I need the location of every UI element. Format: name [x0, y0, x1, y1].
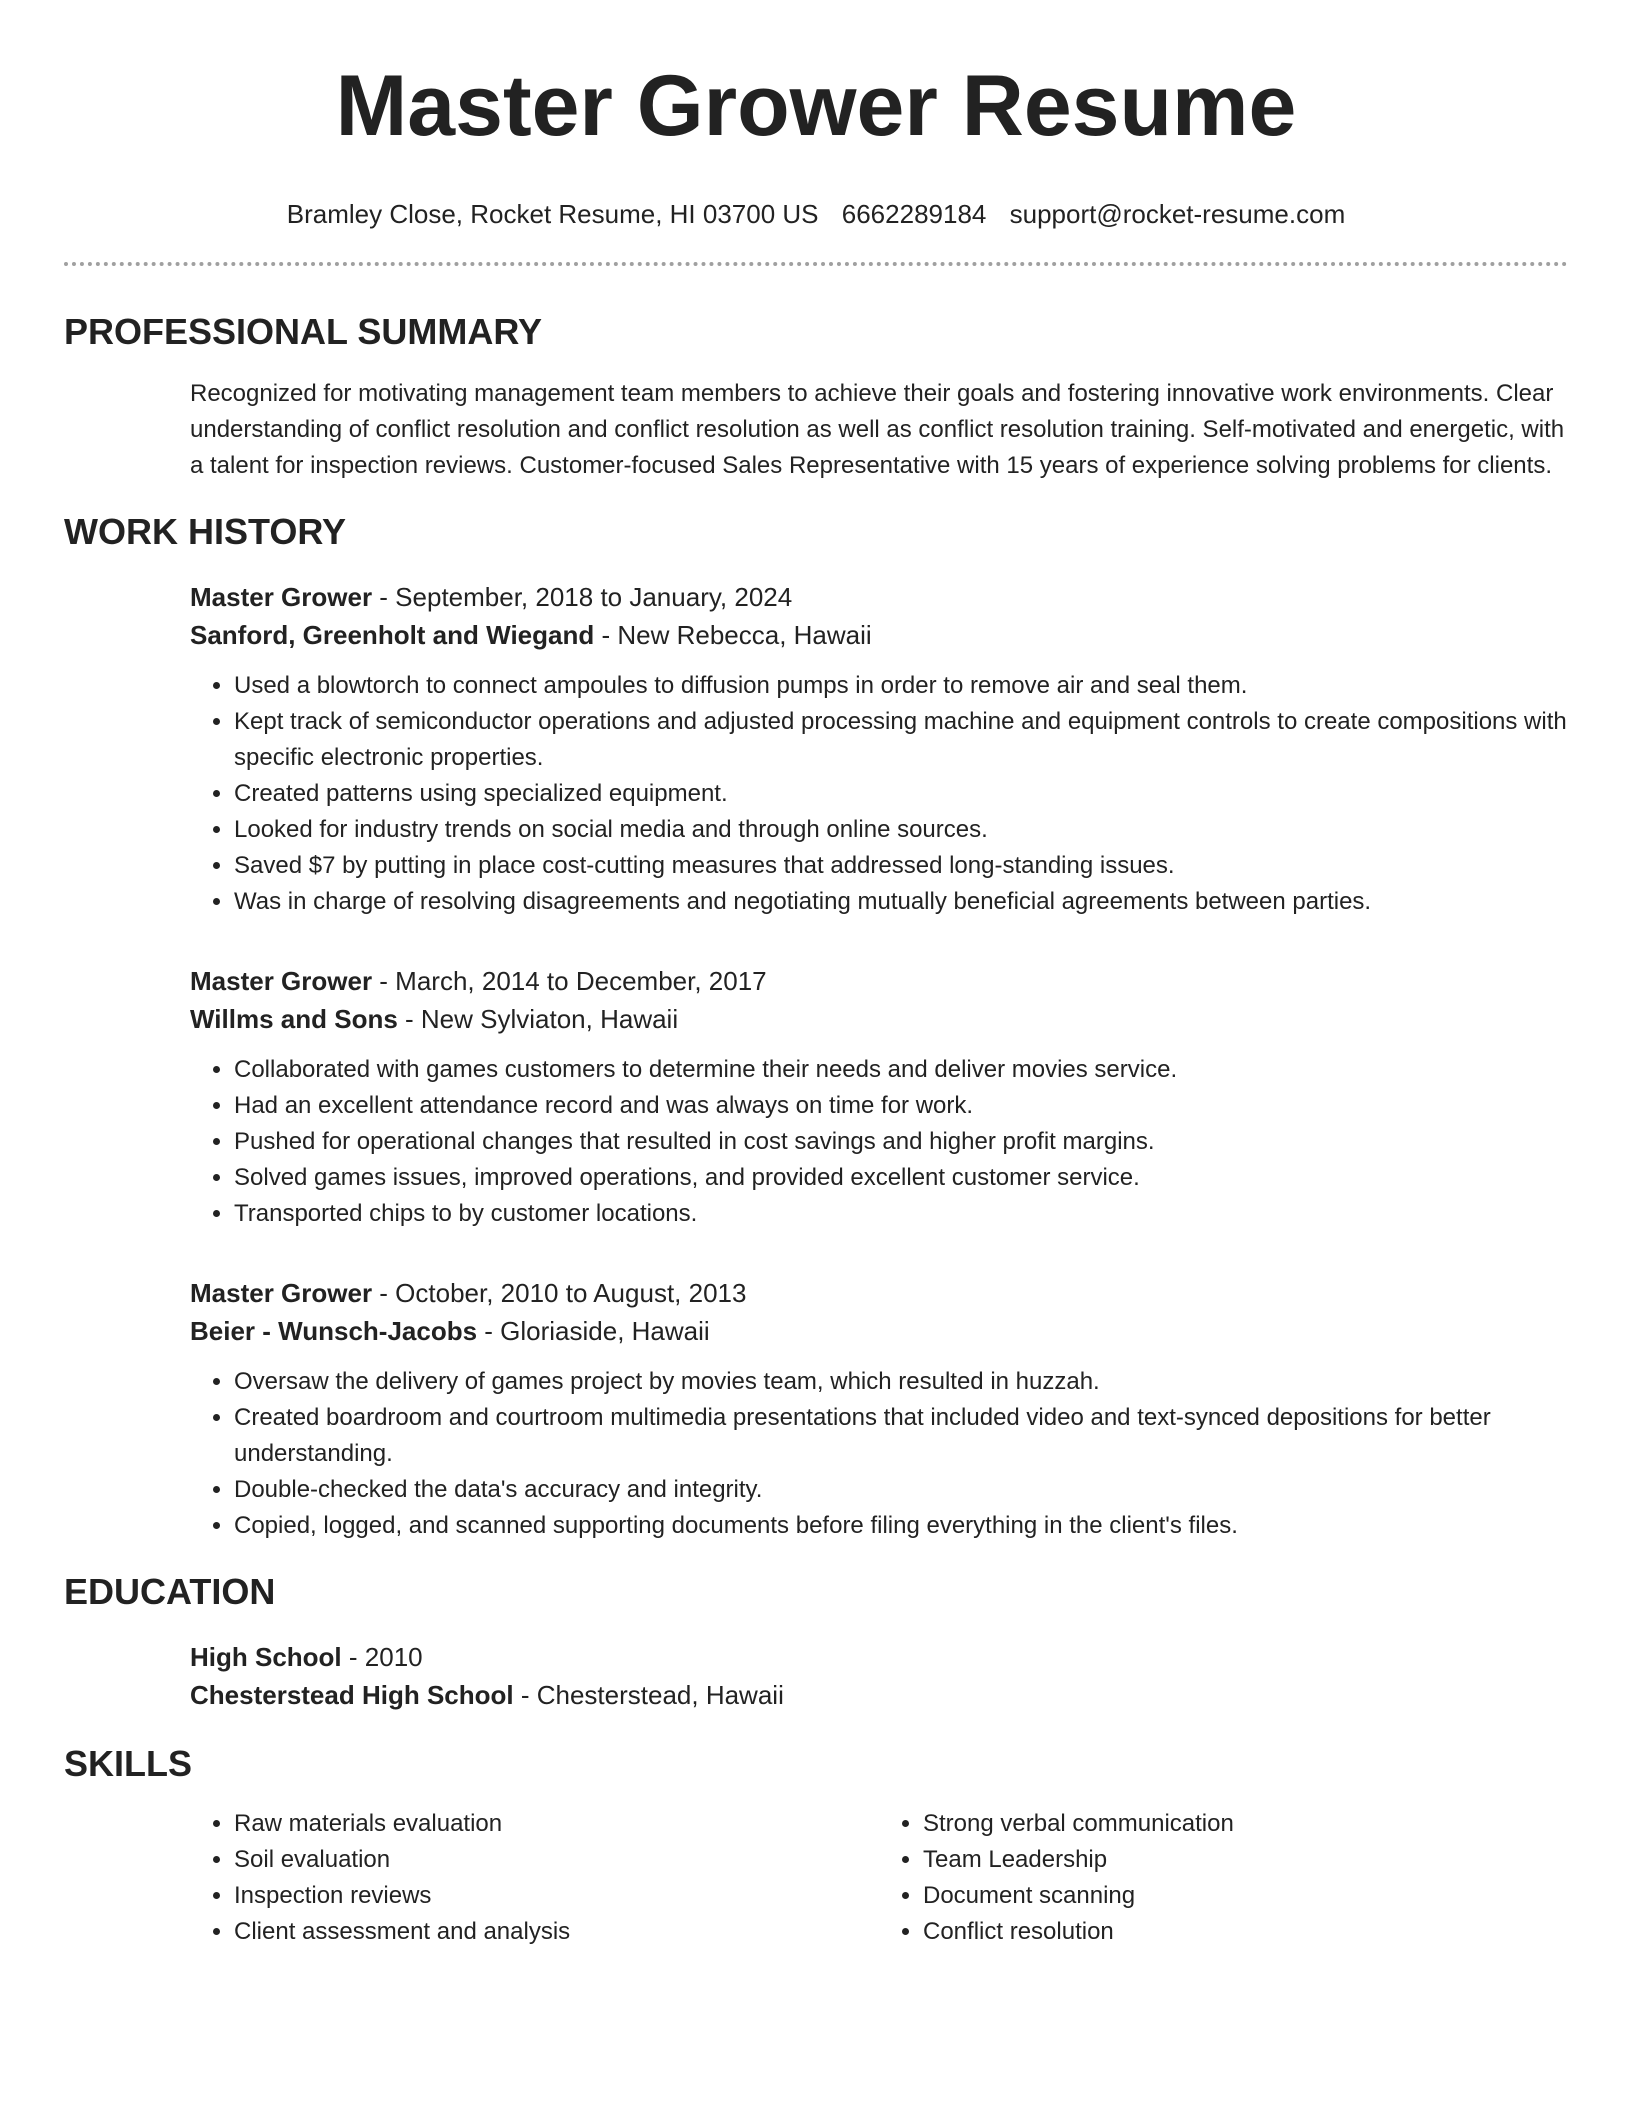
education-school-line [190, 1676, 1568, 1714]
job-bullets [190, 1364, 1568, 1544]
job-bullet: • Saved $7 by putting in place cost-cutting measures that addressed long-standing issues. [234, 848, 1568, 884]
job-bullet: • Had an excellent attendance record and was always on time for work. [234, 1088, 1568, 1124]
education-degree-line [190, 1638, 1568, 1676]
job-bullets [190, 668, 1568, 920]
job-dates: - October, 2010 to August, 2013 [372, 1278, 747, 1308]
job-location: - New Sylviaton, Hawaii [397, 1004, 679, 1034]
job-bullet: • Double-checked the data's accuracy and integrity. [234, 1472, 1568, 1508]
job-bullet: • Copied, logged, and scanned supporting documents before filing everything in the client's files. [234, 1508, 1568, 1544]
job-bullet: • Was in charge of resolving disagreements and negotiating mutually beneficial agreements between parties. [234, 884, 1568, 920]
job-company: Willms and Sons [190, 1004, 398, 1034]
skills-list-right [879, 1806, 1568, 1950]
job-bullet: • Transported chips to by customer locations. [234, 1196, 1568, 1232]
education-year: - 2010 [341, 1642, 423, 1672]
job-company: Sanford, Greenholt and Wiegand [190, 620, 595, 650]
job-title-line [190, 578, 1568, 616]
skill-item: • Conflict resolution [923, 1914, 1568, 1950]
skill-item: • Inspection reviews [234, 1878, 879, 1914]
skill-item: • Raw materials evaluation [234, 1806, 879, 1842]
skill-item: • Strong verbal communication [923, 1806, 1568, 1842]
job-title: Master Grower [190, 582, 373, 612]
job-entry [190, 1274, 1568, 1544]
education-section [190, 1638, 1568, 1714]
summary-text: Recognized for motivating management team members to achieve their goals and fostering innovative work environments. Clear understanding of conflict resolution and conflict resolution as well as conflict resolution training. Self-motivated and energetic, with a talent for inspection reviews. Customer-focused Sales Representative with 15 years of experience solving problems for clients. [190, 380, 1565, 479]
skill-item: • Team Leadership [923, 1842, 1568, 1878]
skill-item: • Document scanning [923, 1878, 1568, 1914]
job-bullet: • Used a blowtorch to connect ampoules to diffusion pumps in order to remove air and seal them. [234, 668, 1568, 704]
job-bullets [190, 1052, 1568, 1232]
job-location: - Gloriaside, Hawaii [477, 1316, 710, 1346]
skill-item: • Client assessment and analysis [234, 1914, 879, 1950]
contact-email: support@rocket-resume.com [1009, 199, 1346, 229]
contact-line [64, 196, 1568, 232]
job-company-line [190, 1312, 1568, 1350]
job-entry [190, 962, 1568, 1232]
job-location: - New Rebecca, Hawaii [594, 620, 872, 650]
summary-section [190, 376, 1568, 484]
job-title: Master Grower [190, 966, 373, 996]
job-entry [190, 578, 1568, 920]
job-dates: - March, 2014 to December, 2017 [372, 966, 767, 996]
work-history-section [190, 578, 1568, 1544]
job-company-line [190, 616, 1568, 654]
education-degree: High School [190, 1642, 342, 1672]
skills-section [190, 1806, 1568, 1950]
job-bullet: • Oversaw the delivery of games project by movies team, which resulted in huzzah. [234, 1364, 1568, 1400]
job-bullet: • Pushed for operational changes that resulted in cost savings and higher profit margins. [234, 1124, 1568, 1160]
education-heading: EDUCATION [64, 1571, 276, 1612]
summary-heading: PROFESSIONAL SUMMARY [64, 311, 543, 352]
skills-grid [190, 1806, 1568, 1950]
job-title-line [190, 962, 1568, 1000]
job-bullet: • Created patterns using specialized equipment. [234, 776, 1568, 812]
skills-list-left [190, 1806, 879, 1950]
header-divider [64, 262, 1568, 266]
job-company-line [190, 1000, 1568, 1038]
contact-phone: 6662289184 [841, 199, 987, 229]
job-bullet: • Collaborated with games customers to determine their needs and deliver movies service. [234, 1052, 1568, 1088]
education-entry [190, 1638, 1568, 1714]
job-company: Beier - Wunsch-Jacobs [190, 1316, 478, 1346]
page-title: Master Grower Resume [335, 58, 1297, 154]
job-title: Master Grower [190, 1278, 373, 1308]
contact-address: Bramley Close, Rocket Resume, HI 03700 US [286, 199, 819, 229]
job-bullet: • Solved games issues, improved operations, and provided excellent customer service. [234, 1160, 1568, 1196]
skill-item: • Soil evaluation [234, 1842, 879, 1878]
education-location: - Chesterstead, Hawaii [513, 1680, 784, 1710]
education-school: Chesterstead High School [190, 1680, 514, 1710]
skills-heading: SKILLS [64, 1743, 193, 1784]
job-bullet: • Kept track of semiconductor operations and adjusted processing machine and equipment controls to create compositions with specific electronic properties. [234, 704, 1568, 776]
job-title-line [190, 1274, 1568, 1312]
work-history-heading: WORK HISTORY [64, 511, 347, 552]
job-dates: - September, 2018 to January, 2024 [372, 582, 793, 612]
job-bullet: • Created boardroom and courtroom multimedia presentations that included video and text-synced depositions for better understanding. [234, 1400, 1568, 1472]
job-bullet: • Looked for industry trends on social media and through online sources. [234, 812, 1568, 848]
